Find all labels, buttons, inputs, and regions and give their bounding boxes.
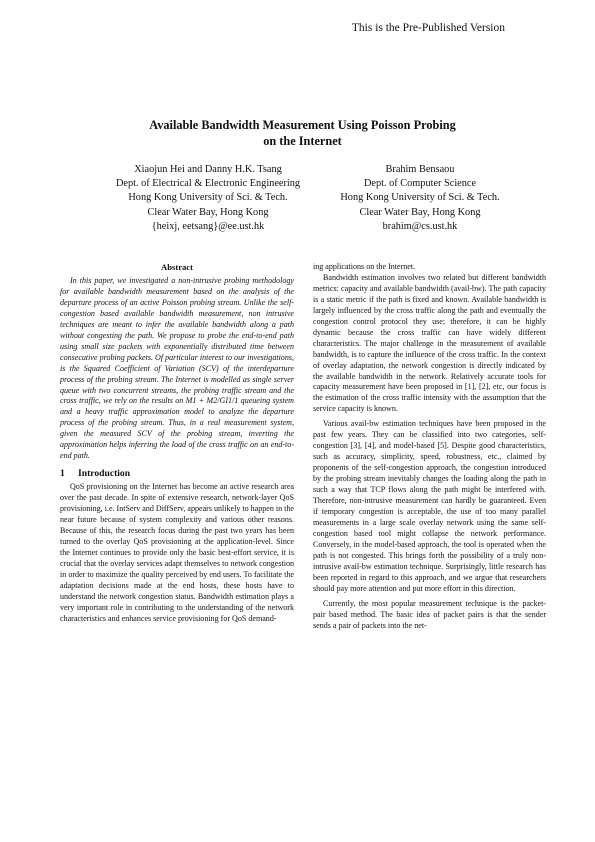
left-column [60,262,294,625]
intro-paragraph-2: Bandwidth estimation involves two related but different bandwidth metrics: capacity and available bandwidth (avail-bw). The path capacity is a static metric if the path is fixed and known. Available bandwidth is largely influenced by the cross traffic along the path and eventually the congestion control protocol they use; therefore, it can be highly dynamic because the cross traffic can have widely different characteristics. The major challenge in the measurement of available bandwidth, is to capture the influence of the cross traffic. In the context of overlay adaptation, the network congestion is directly indicated by the available bandwidth in the network. Relatively accurate tools for capacity measurement have been proposed in [1], [2], etc, our focus is the estimation of the cross traffic intensity with the assumption that the service capacity is known. [313,272,546,414]
author-block-1 [88,163,328,234]
author-email: brahim@cs.ust.hk [382,220,458,232]
author-address: Clear Water Bay, Hong Kong [359,206,481,218]
author-dept: Dept. of Electrical & Electronic Engineering [115,178,301,190]
section-heading [60,467,294,480]
title-line-2: on the Internet [263,133,342,148]
paper-title [60,118,545,149]
author-block-2 [316,163,524,234]
section-number: 1 [60,468,65,480]
author-names: Brahim Bensaou [385,164,455,175]
prepublished-note: This is the Pre-Published Version [351,22,505,34]
intro-paragraph-4: Currently, the most popular measurement technique is the packet-pair based method. The basic idea of packet pairs is that the sender sends a pair of packets into the net- [313,598,546,630]
intro-paragraph-1: QoS provisioning on the Internet has become an active research area over the past decade. In spite of extensive research, network-layer QoS provisioning, i.e. IntServ and DiffServ, appears unlikely to happen in the near future because of system complexity and various other reasons. Because of this, the research focus during the past two years has been turned to the overlay QoS provisioning at the application-level. Since the Internet continues to provide only the basic best-effort service, it is crucial that the overlay services adapt themselves to network congestion in order to maximize the quality perceived by end users. To facilitate the adaptation decisions made at the end hosts, these hosts have to understand the network congestion status. Bandwidth estimation plays a very important role in contributing to the understanding of the network characteristics and enhances service provisioning for QoS demand- [60,482,294,623]
section-title: Introduction [78,468,131,480]
intro-paragraph-3: Various avail-bw estimation techniques have been proposed in the past few years. They can be classified into two categories, self-congestion [3], [4], and model-based [5]. Despite good characteristics, such as accuracy, simplicity, speed, robustness, etc., claimed by proponents of the self-congestion approach, the congestion introduced by the probing stream inevitably changes the loading along the path in such a way that TCP flows along the path might be interfered with. Therefore, non-intrusive measurement can hardly be guaranteed. Even if temporary congestion is acceptable, the use of too many parallel measurements in a large scale overlay network using the same self-congestion based tool might collapse the network performance. Conversely, in the model-based approach, the tool is operated when the path is not congested. This brings forth the possibility of a truly non-intrusive avail-bw estimation technique. Surprisingly, little research has been reported in regard to this approach, and we argue that researchers should pay more attention and put more effort in this direction. [313,419,546,593]
author-university: Hong Kong University of Sci. & Tech. [340,192,500,204]
title-line-1: Available Bandwidth Measurement Using Poisson Probing [149,118,456,132]
author-dept: Dept. of Computer Science [363,178,477,190]
abstract-text: In this paper, we investigated a non-intrusive probing methodology for available bandwidth measurement based on the analysis of the departure process of an active Poisson probing stream. Unlike the self-congestion based available bandwidth measurement, non intrusive techniques are meant to infer the available bandwidth along a path without congesting the path. We propose to probe the end-to-end path using small size packets with exponentially distributed time between consecutive probing packets. Of particular interest to our investigations, is the Squared Coefficient of Variation (SCV) of the interdeparture process of the probing stream. The Internet is modelled as single server queue with two concurrent streams, the probing traffic stream and the cross traffic, we rely on the results on M1 + M2/GI1/1 queueing system and a heavy traffic approximation model to analyze the departure process of the probing stream. Thus, in a real measurement system, given the measured SCV of the probing stream, inverting the approximation helps inferring the load of the cross traffic on an end-to-end path. [60,276,294,461]
author-email: {heixj, eetsang}@ee.ust.hk [151,220,265,232]
abstract-heading: Abstract [161,262,193,272]
right-column [313,262,546,631]
author-university: Hong Kong University of Sci. & Tech. [128,192,288,204]
author-address: Clear Water Bay, Hong Kong [147,206,269,218]
intro-paragraph-1-continued: ing applications on the Internet. [313,262,416,271]
author-names: Xiaojun Hei and Danny H.K. Tsang [134,164,282,175]
